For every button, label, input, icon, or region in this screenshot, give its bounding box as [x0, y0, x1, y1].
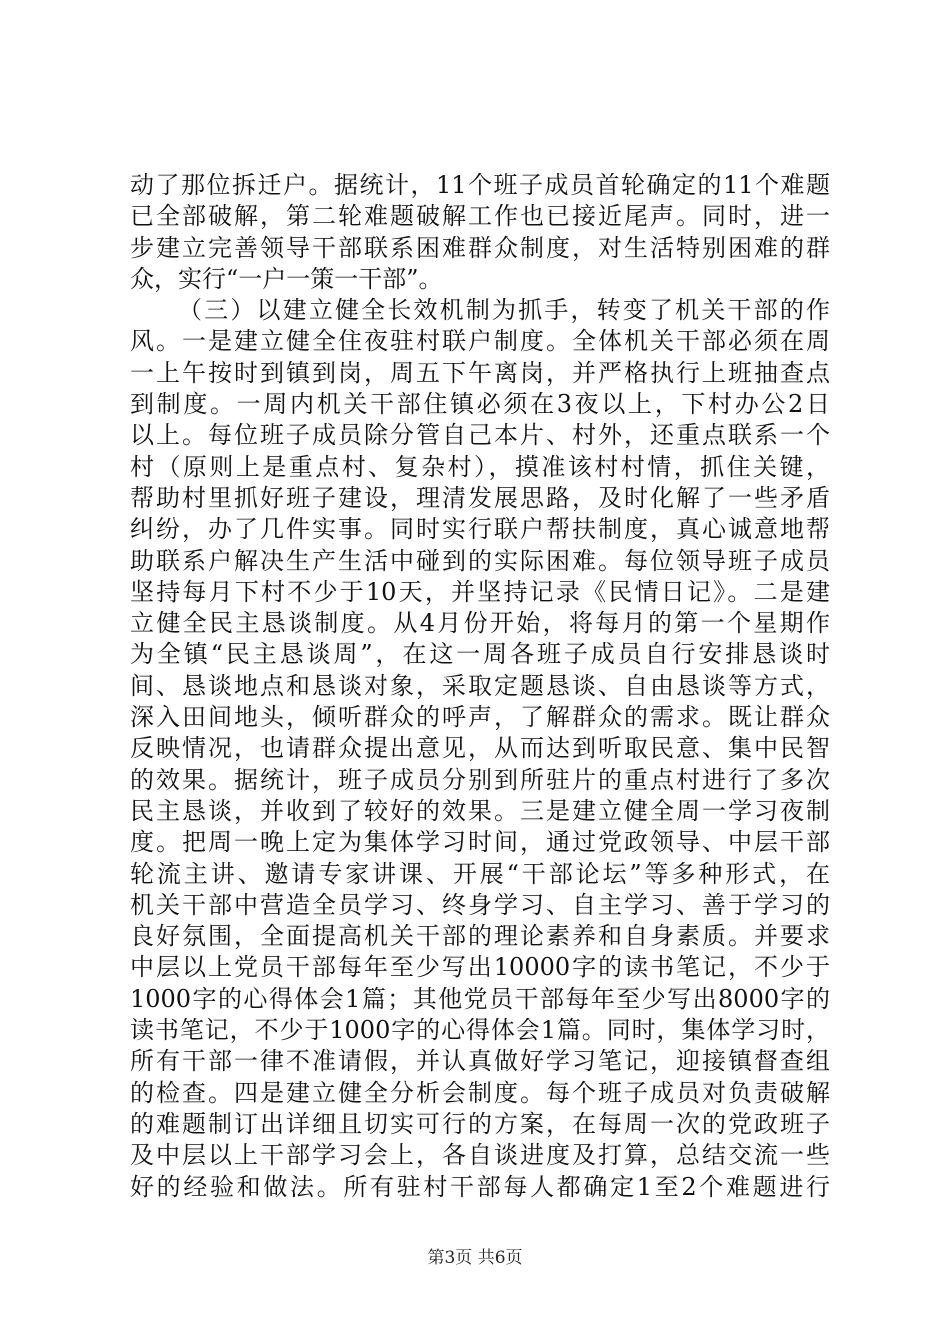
text-line: 间、恳谈地点和恳谈对象，采取定题恳谈、自由恳谈等方式，: [130, 671, 830, 700]
text-line: 的效果。据统计，班子成员分别到所驻片的重点村进行了多次: [130, 765, 830, 794]
text-line: 的难题制订出详细且切实可行的方案，在每周一次的党政班子: [130, 1109, 830, 1138]
text-line: 风。一是建立健全住夜驻村联户制度。全体机关干部必须在周: [130, 327, 830, 356]
text-line: 众，实行“一户一策一干部”。: [130, 264, 443, 293]
body-text: [130, 170, 830, 1203]
text-line: 读书笔记，不少于1000字的心得体会1篇。同时，集体学习时，: [130, 1016, 830, 1045]
text-line: 一上午按时到镇到岗，周五下午离岗，并严格执行上班抽查点: [130, 358, 830, 387]
text-line: 步建立完善领导干部联系困难群众制度，对生活特别困难的群: [130, 233, 830, 262]
text-line: 为全镇“民主恳谈周”，在这一周各班子成员自行安排恳谈时: [130, 640, 830, 669]
text-line: 以上。每位班子成员除分管自己本片、村外，还重点联系一个: [130, 421, 830, 450]
text-line: 纠纷，办了几件实事。同时实行联户帮扶制度，真心诚意地帮: [130, 515, 830, 544]
text-line: 轮流主讲、邀请专家讲课、开展“干部论坛”等多种形式，在: [130, 859, 830, 888]
text-line: （三）以建立健全长效机制为抓手，转变了机关干部的作: [178, 296, 830, 325]
text-line: 1000字的心得体会1篇；其他党员干部每年至少写出8000字的: [130, 984, 830, 1013]
text-line: 机关干部中营造全员学习、终身学习、自主学习、善于学习的: [130, 890, 830, 919]
text-line: 立健全民主恳谈制度。从4月份开始，将每月的第一个星期作: [130, 609, 830, 638]
text-line: 度。把周一晚上定为集体学习时间，通过党政领导、中层干部: [130, 828, 830, 857]
text-line: 到制度。一周内机关干部住镇必须在3夜以上，下村办公2日: [130, 390, 830, 419]
text-line: 的检查。四是建立健全分析会制度。每个班子成员对负责破解: [130, 1078, 830, 1107]
text-line: 深入田间地头，倾听群众的呼声，了解群众的需求。既让群众: [130, 703, 830, 732]
page-indicator: 第3页 共6页: [427, 1248, 523, 1268]
page-footer: [0, 1243, 950, 1268]
text-line: 所有干部一律不准请假，并认真做好学习笔记，迎接镇督查组: [130, 1047, 830, 1076]
text-line: 坚持每月下村不少于10天，并坚持记录《民情日记》。二是建: [130, 577, 830, 606]
text-line: 动了那位拆迁户。据统计，11个班子成员首轮确定的11个难题: [130, 171, 830, 199]
text-line: 好的经验和做法。所有驻村干部每人都确定1至2个难题进行: [130, 1172, 830, 1201]
text-line: 帮助村里抓好班子建设，理清发展思路，及时化解了一些矛盾: [130, 483, 830, 512]
text-line: 已全部破解，第二轮难题破解工作也已接近尾声。同时，进一: [130, 202, 830, 231]
text-line: 中层以上党员干部每年至少写出10000字的读书笔记，不少于: [130, 953, 830, 982]
text-line: 助联系户解决生产生活中碰到的实际困难。每位领导班子成员: [130, 546, 830, 575]
text-line: 反映情况，也请群众提出意见，从而达到听取民意、集中民智: [130, 734, 830, 763]
text-line: 村（原则上是重点村、复杂村），摸准该村村情，抓住关键，: [130, 452, 830, 481]
text-line: 良好氛围，全面提高机关干部的理论素养和自身素质。并要求: [130, 922, 830, 951]
text-line: 民主恳谈，并收到了较好的效果。三是建立健全周一学习夜制: [130, 796, 830, 825]
text-line: 及中层以上干部学习会上，各自谈进度及打算，总结交流一些: [130, 1141, 830, 1170]
